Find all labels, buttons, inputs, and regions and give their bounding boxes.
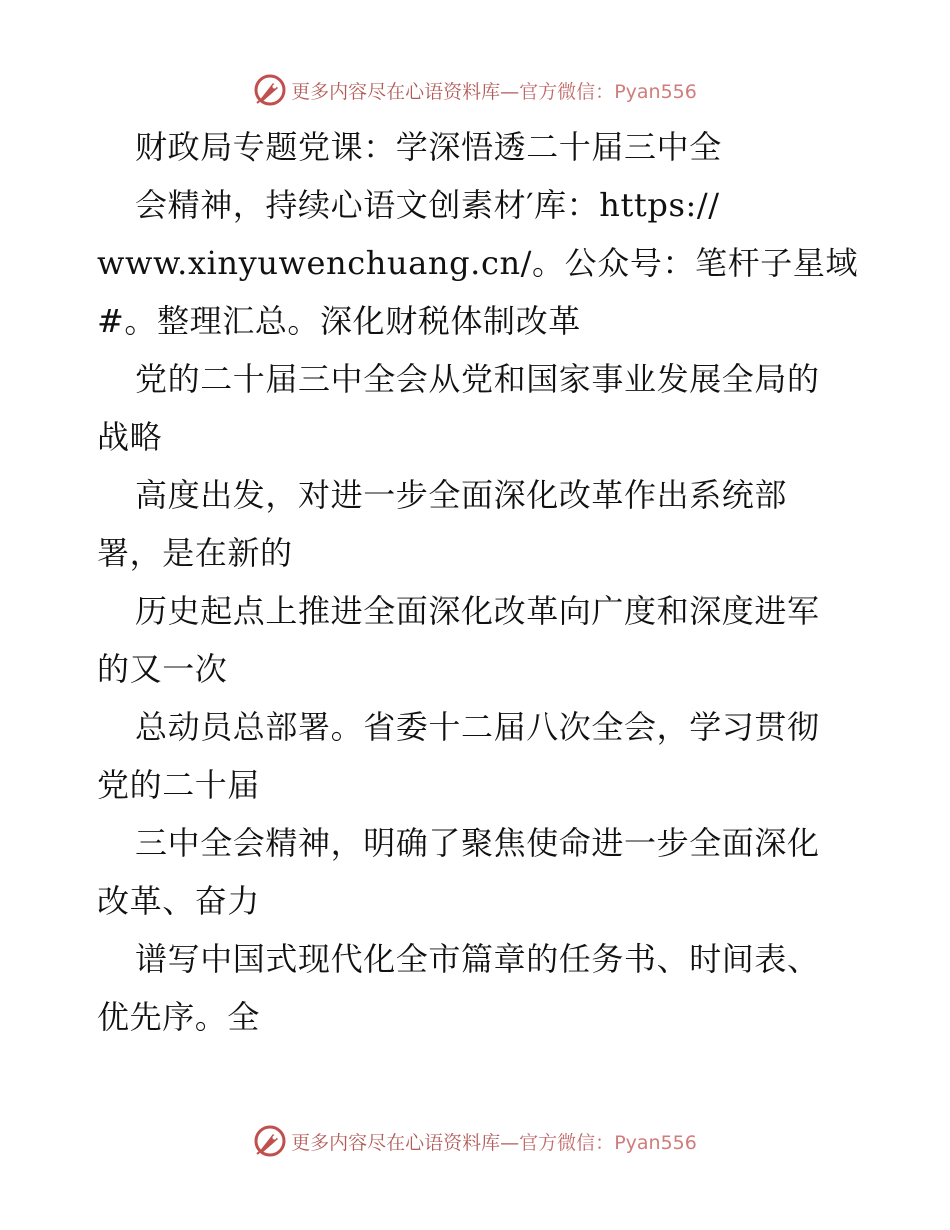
pen-nib-logo-icon bbox=[253, 73, 287, 107]
footer-banner-wechat-label: 官方微信： bbox=[519, 1131, 615, 1154]
document-line: 历史起点上推进全面深化改革向广度和深度进军 bbox=[135, 592, 820, 630]
document-line: 优先序。全 bbox=[97, 998, 261, 1036]
document-line: 三中全会精神，明确了聚焦使命进一步全面深化 bbox=[135, 824, 820, 862]
footer-banner-wechat-id: Pyan556 bbox=[614, 1131, 697, 1154]
footer-banner-text bbox=[291, 1128, 697, 1155]
document-line: 财政局专题党课：学深悟透二十届三中全 bbox=[135, 128, 722, 166]
footer-banner bbox=[0, 1121, 950, 1161]
document-line: 改革、奋力 bbox=[97, 882, 261, 920]
header-banner-slogan: 更多内容尽在心语资料库 bbox=[291, 80, 501, 103]
footer-banner-dash: — bbox=[500, 1131, 520, 1154]
document-line: 谱写中国式现代化全市篇章的任务书、时间表、 bbox=[135, 940, 820, 978]
document-line: 党的二十届 bbox=[97, 766, 261, 804]
document-line: #。整理汇总。深化财税体制改革 bbox=[97, 302, 581, 340]
document-line: 党的二十届三中全会从党和国家事业发展全局的 bbox=[135, 360, 820, 398]
document-line: 总动员总部署。省委十二届八次全会，学习贯彻 bbox=[135, 708, 820, 746]
document-line: 署，是在新的 bbox=[97, 534, 293, 572]
header-banner-text bbox=[291, 77, 697, 104]
document-line: 战略 bbox=[97, 418, 163, 456]
pen-nib-logo-icon bbox=[253, 1124, 287, 1158]
document-line: 高度出发，对进一步全面深化改革作出系统部 bbox=[135, 476, 788, 514]
header-banner-dash: — bbox=[500, 80, 520, 103]
header-banner-wechat-label: 官方微信： bbox=[519, 80, 615, 103]
document-line: www.xinyuwenchuang.cn/。公众号：笔杆子星域 bbox=[97, 244, 859, 282]
header-banner bbox=[0, 70, 950, 110]
document-line: 会精神，持续心语文创素材′库：https:// bbox=[135, 186, 720, 224]
footer-banner-slogan: 更多内容尽在心语资料库 bbox=[291, 1131, 501, 1154]
document-line: 的又一次 bbox=[97, 650, 228, 688]
header-banner-wechat-id: Pyan556 bbox=[614, 80, 697, 103]
